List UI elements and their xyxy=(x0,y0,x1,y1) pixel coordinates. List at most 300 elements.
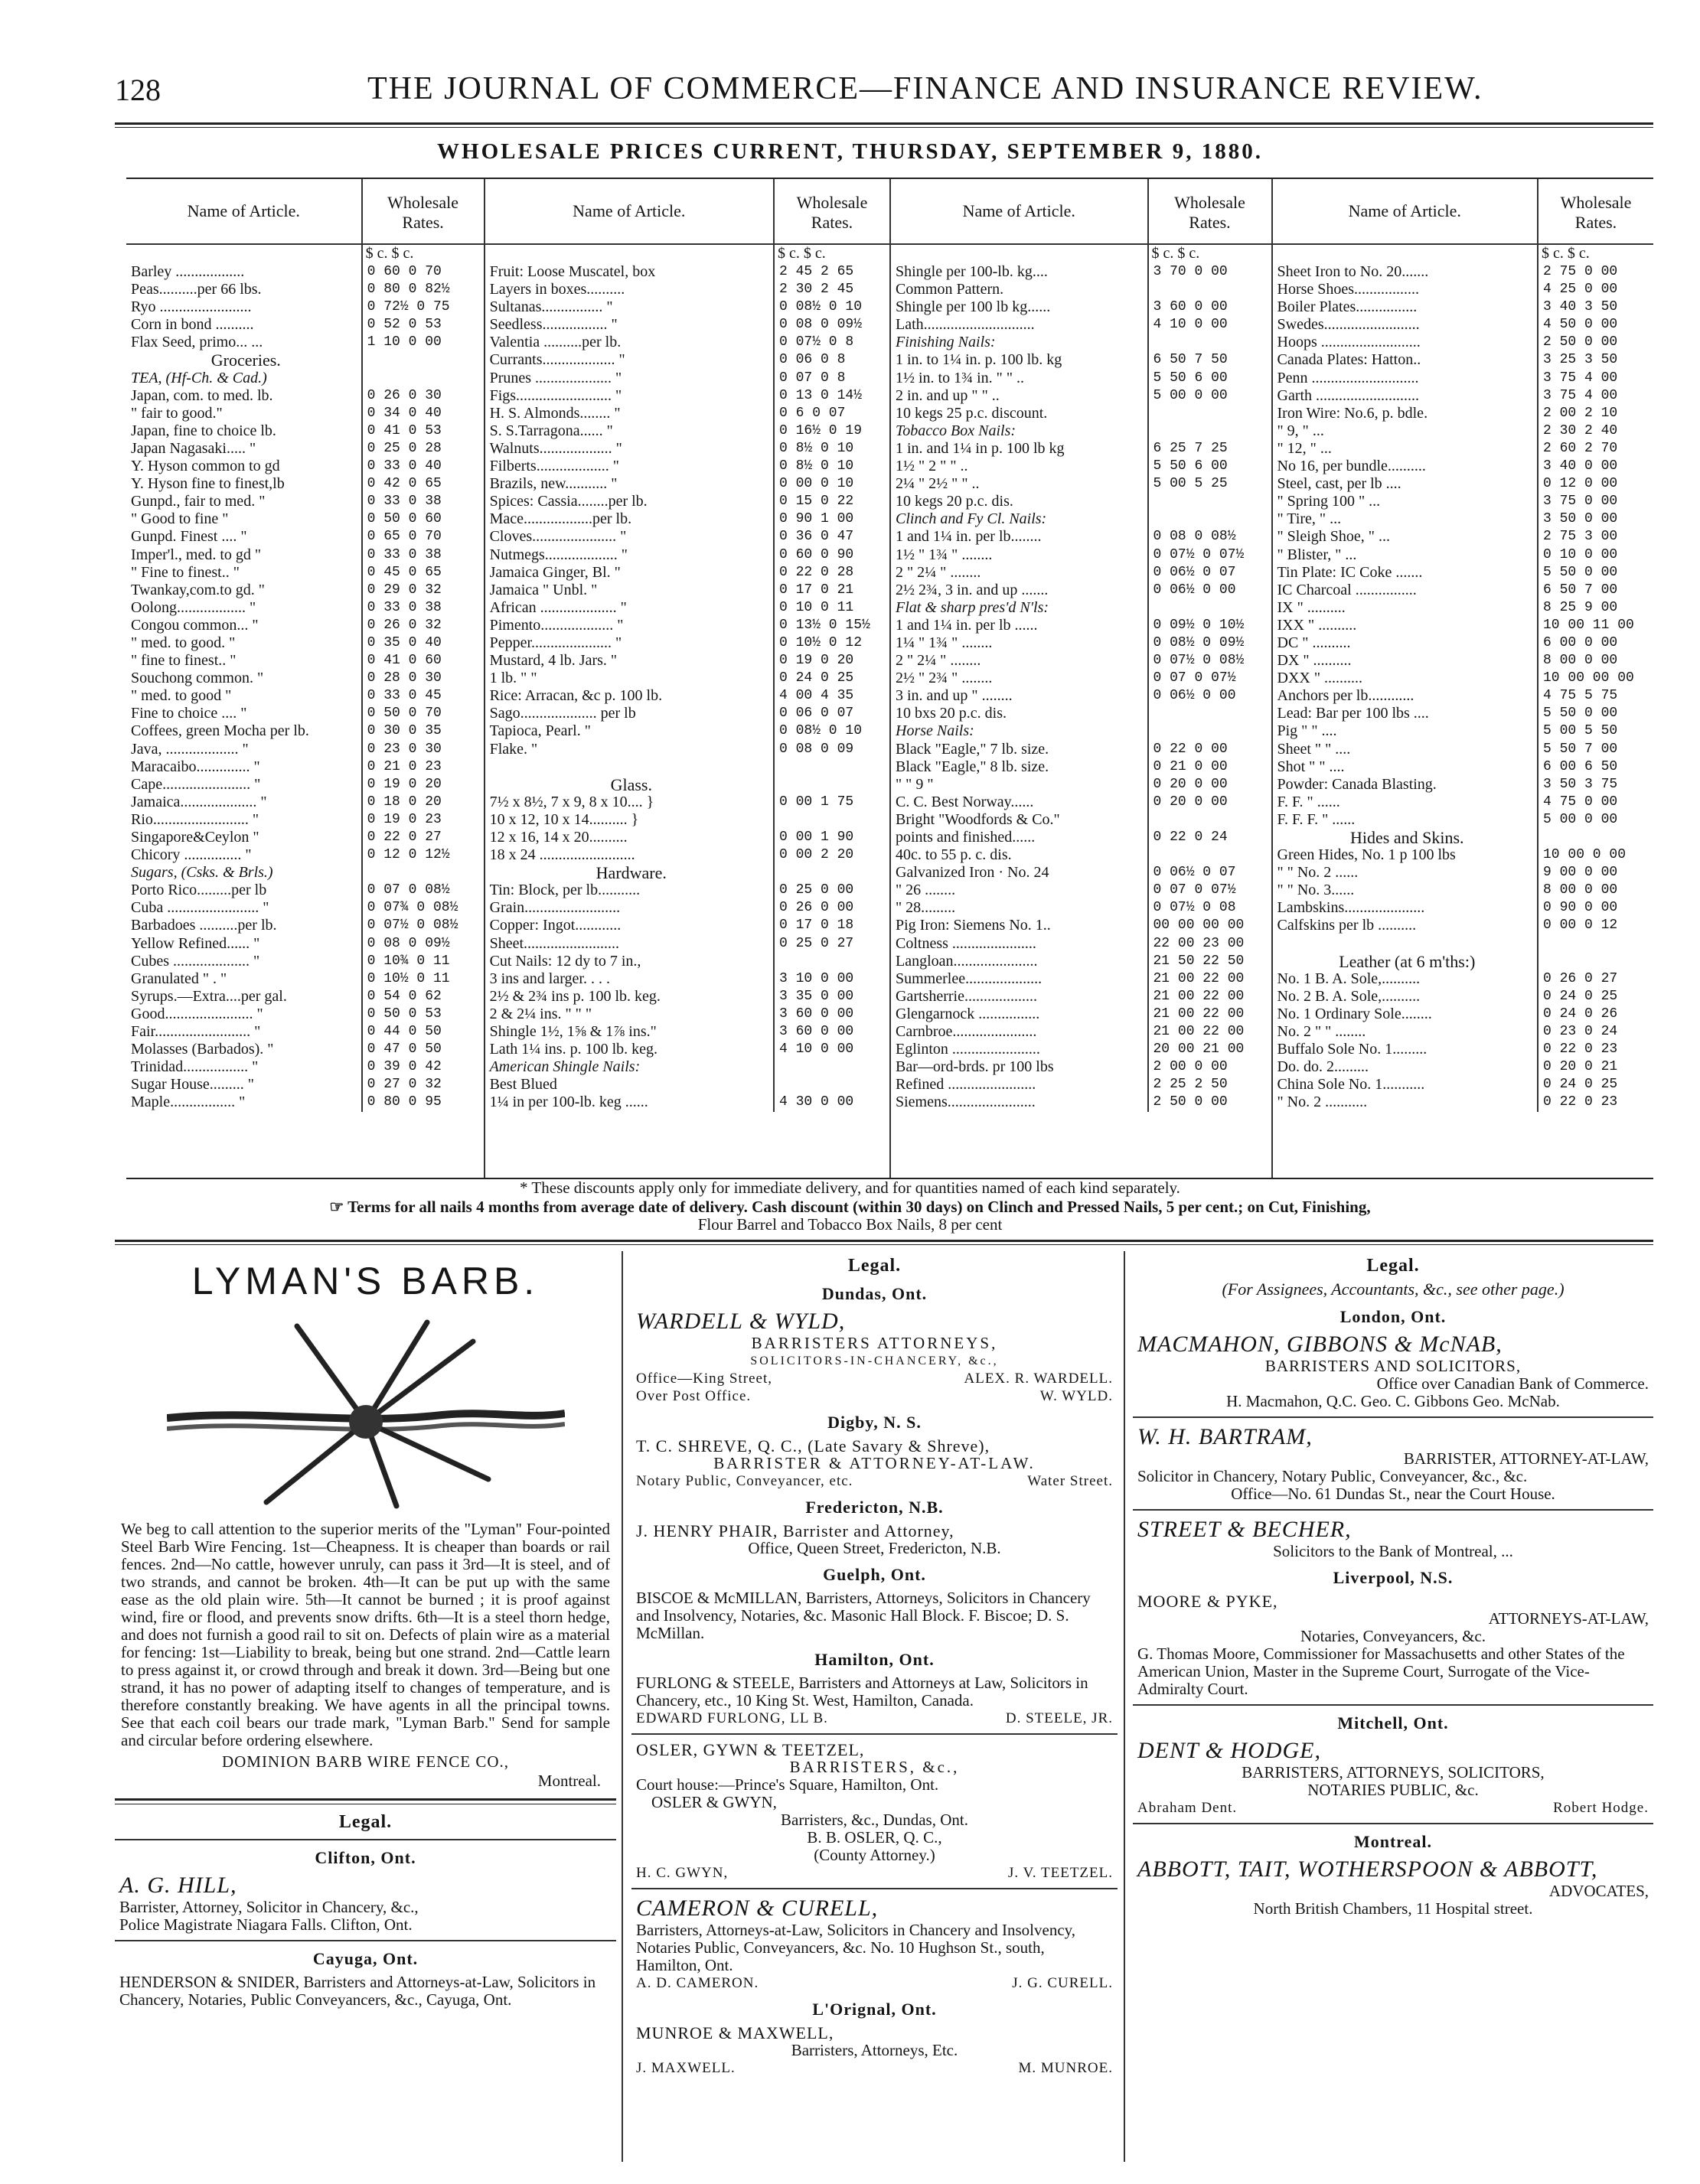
bartram-sub: BARRISTER, ATTORNEY-AT-LAW, xyxy=(1403,1449,1649,1468)
wholesale-rate: 4 00 4 35 xyxy=(773,687,889,705)
barb-wire-illustration xyxy=(167,1311,565,1510)
price-row xyxy=(891,917,1271,934)
left-column xyxy=(115,1178,616,2135)
article-name: Fair......................... " xyxy=(131,1023,261,1041)
wholesale-rate: 4 50 0 00 xyxy=(1537,316,1653,334)
price-row xyxy=(1273,387,1654,405)
wholesale-rate: 0 08 0 08½ xyxy=(1147,528,1271,546)
article-name: " fine to finest.. " xyxy=(131,652,237,670)
firm-dent: DENT & HODGE, xyxy=(1137,1738,1321,1763)
article-name: 40c. to 55 p. c. dis. xyxy=(896,846,1012,864)
price-row xyxy=(485,970,889,988)
article-name: Siemens....................... xyxy=(896,1094,1036,1111)
price-row xyxy=(485,722,889,740)
price-row xyxy=(485,882,889,899)
price-row xyxy=(485,1058,889,1076)
price-row xyxy=(485,370,889,387)
article-name: Prunes .................... " xyxy=(489,369,622,386)
article-name: Spices: Cassia........per lb. xyxy=(489,493,648,510)
legal-heading-right: Legal. xyxy=(1366,1256,1420,1276)
price-row xyxy=(1273,422,1654,440)
wholesale-rate xyxy=(1537,829,1653,846)
article-name: Peas..........per 66 lbs. xyxy=(131,281,262,298)
article-name: Fruit: Loose Muscatel, box xyxy=(489,263,656,280)
article-name: " 26 ........ xyxy=(896,882,956,899)
wholesale-rate xyxy=(1147,811,1271,829)
article-name: Swedes......................... xyxy=(1277,316,1420,334)
divider xyxy=(1133,1823,1653,1824)
firm-osler: OSLER, GYWN & TEETZEL, xyxy=(636,1740,865,1759)
wholesale-rate: 0 65 0 70 xyxy=(361,528,484,546)
price-row xyxy=(891,846,1271,864)
article-name: Granulated " . " xyxy=(131,970,227,987)
dent-sub: BARRISTERS, ATTORNEYS, SOLICITORS, xyxy=(1242,1763,1545,1781)
wholesale-rate xyxy=(773,811,889,829)
price-row xyxy=(1273,351,1654,369)
price-row xyxy=(126,405,484,422)
article-name: Barley .................. xyxy=(131,263,245,280)
article-name: S. S.Tarragona...... " xyxy=(489,422,613,439)
price-row xyxy=(126,829,484,846)
wholesale-rate: 0 54 0 62 xyxy=(361,988,484,1006)
article-name: " Fine to finest.. " xyxy=(131,563,240,581)
price-row xyxy=(126,1058,484,1076)
divider xyxy=(631,1733,1118,1735)
price-row xyxy=(485,334,889,351)
currency-subheader: $ c. $ c. xyxy=(1147,245,1271,263)
price-row xyxy=(485,1094,889,1111)
wardell-l1: Office—King Street, xyxy=(636,1371,772,1387)
article-name: Leather (at 6 m'ths:) xyxy=(1339,952,1476,970)
article-name: Shot " " .... xyxy=(1277,758,1345,775)
wholesale-rate xyxy=(1147,846,1271,864)
price-row xyxy=(1273,528,1654,546)
price-row xyxy=(126,387,484,405)
wholesale-rate: 0 06 0 8 xyxy=(773,351,889,369)
wholesale-rate: 0 10½ 0 11 xyxy=(361,970,484,988)
wholesale-rate: 21 00 22 00 xyxy=(1147,970,1271,988)
article-name: Refined ....................... xyxy=(896,1076,1036,1094)
article-name: African .................... " xyxy=(489,598,627,616)
price-row xyxy=(891,811,1271,829)
price-row xyxy=(126,1041,484,1058)
price-row xyxy=(891,298,1271,316)
article-name: Yellow Refined...... " xyxy=(131,934,260,952)
article-name: Shingle per 100-lb. kg.... xyxy=(896,263,1048,280)
article-name: Sheet Iron to No. 20....... xyxy=(1277,263,1429,280)
firm-abbott: ABBOTT, TAIT, WOTHERSPOON & ABBOTT, xyxy=(1137,1856,1598,1882)
furlong-r1: D. STEELE, JR. xyxy=(1005,1710,1113,1726)
wholesale-rate xyxy=(1537,935,1653,953)
rates-label: Rates. xyxy=(1574,213,1617,232)
article-name: 2 " 2¼ " ........ xyxy=(896,652,981,670)
price-row xyxy=(485,741,889,758)
wholesale-rate: 2 30 2 40 xyxy=(1537,422,1653,440)
price-row xyxy=(126,510,484,528)
wholesale-rate: 0 12 0 00 xyxy=(1537,475,1653,493)
wholesale-rate: 6 00 6 50 xyxy=(1537,758,1653,776)
wholesale-rate xyxy=(1147,493,1271,510)
price-row xyxy=(126,741,484,758)
osler-l1: Court house:—Prince's Square, Hamilton, Ont. xyxy=(636,1775,939,1794)
wholesale-rate: 0 23 0 30 xyxy=(361,741,484,758)
article-name: Y. Hyson fine to finest,lb xyxy=(131,475,285,493)
article-name: " " 9 " xyxy=(896,775,934,793)
wholesale-rate xyxy=(1147,510,1271,528)
article-name: 1½ " 2 " " .. xyxy=(896,458,968,475)
price-row xyxy=(891,829,1271,846)
price-row xyxy=(1273,582,1654,599)
price-row xyxy=(126,687,484,705)
price-row xyxy=(485,1041,889,1058)
wholesale-rate xyxy=(1147,281,1271,298)
wholesale-rate: 0 13½ 0 15½ xyxy=(773,617,889,634)
town-digby: Digby, N. S. xyxy=(827,1413,922,1432)
macmahon-sub: BARRISTERS AND SOLICITORS, xyxy=(1264,1357,1522,1375)
wholesale-rate: 0 39 0 42 xyxy=(361,1058,484,1076)
wholesale-label: Wholesale xyxy=(1560,193,1632,212)
article-name: Steel, cast, per lb .... xyxy=(1277,475,1401,493)
town-liverpool: Liverpool, N.S. xyxy=(1333,1568,1454,1587)
article-name: 10 bxs 20 p.c. dis. xyxy=(896,705,1007,722)
article-name: Clinch and Fy Cl. Nails: xyxy=(896,510,1047,528)
article-name: Sultanas................ " xyxy=(489,298,613,316)
price-row xyxy=(126,811,484,829)
article-name: Carnbroe...................... xyxy=(896,1023,1037,1041)
currency-subheader: $ c. $ c. xyxy=(1537,245,1653,263)
price-row xyxy=(891,970,1271,988)
article-name: Flat & sharp pres'd N'ls: xyxy=(896,598,1049,616)
wholesale-rate: 0 60 0 90 xyxy=(773,546,889,564)
price-row xyxy=(1273,334,1654,351)
article-name: Good....................... " xyxy=(131,1005,263,1022)
article-name: Oolong.................. " xyxy=(131,598,256,616)
article-name: Seedless................. " xyxy=(489,316,618,334)
article-name: Valentia ..........per lb. xyxy=(489,334,622,351)
moore-sub: ATTORNEYS-AT-LAW, xyxy=(1488,1609,1649,1628)
wholesale-rate: 0 22 0 24 xyxy=(1147,829,1271,846)
article-name: Cubes .................... " xyxy=(131,952,260,970)
running-head xyxy=(115,67,1607,113)
wholesale-rate: 0 20 0 21 xyxy=(1537,1058,1653,1076)
price-row xyxy=(891,351,1271,369)
wholesale-rate: 0 08 0 09½ xyxy=(773,316,889,334)
price-row xyxy=(891,1006,1271,1023)
town-guelph: Guelph, Ont. xyxy=(823,1565,926,1584)
article-name: Walnuts................... " xyxy=(489,439,622,457)
price-row xyxy=(126,935,484,953)
article-name: Jamaica " Unbl. " xyxy=(489,581,598,598)
article-name: 2½ " 2¾ " ........ xyxy=(896,670,993,687)
furlong-l1: EDWARD FURLONG, LL B. xyxy=(636,1710,828,1726)
article-name: Cape....................... " xyxy=(131,775,261,793)
price-row xyxy=(1273,1006,1654,1023)
price-row xyxy=(485,705,889,722)
name-of-article-header: Name of Article. xyxy=(962,201,1075,220)
price-row xyxy=(126,634,484,652)
article-name: 1 lb. " " xyxy=(489,670,537,687)
article-name: " " No. 2 ...... xyxy=(1277,864,1359,882)
wholesale-rate: 0 25 0 00 xyxy=(773,882,889,899)
price-row xyxy=(126,917,484,934)
wholesale-rate: 0 18 0 20 xyxy=(361,794,484,811)
cameron-text: Barristers, Attorneys-at-Law, Solicitors in Chancery and Insolvency, Notaries Public, Conveyancers, &c. No. 10 Hughson St., south, Hamilton, Ont. xyxy=(636,1921,1076,1974)
article-name: Gunpd. Finest .... " xyxy=(131,528,247,546)
shreve-r1: Water Street. xyxy=(1027,1473,1113,1489)
article-name xyxy=(485,758,773,776)
firm-hill: A. G. HILL, xyxy=(119,1873,237,1898)
wholesale-rate: 0 17 0 21 xyxy=(773,582,889,599)
wardell-sub2: SOLICITORS-IN-CHANCERY, &c., xyxy=(750,1354,999,1367)
wholesale-rate: 6 00 0 00 xyxy=(1537,634,1653,652)
wholesale-rate: 0 80 0 82½ xyxy=(361,281,484,298)
card-henderson xyxy=(119,1974,612,2009)
price-row xyxy=(891,281,1271,298)
price-row xyxy=(485,475,889,493)
article-name: Fine to choice .... " xyxy=(131,705,247,722)
wholesale-rate: 0 10¾ 0 11 xyxy=(361,953,484,970)
article-name: Iron Wire: No.6, p. bdle. xyxy=(1277,404,1428,422)
price-row xyxy=(1273,281,1654,298)
wholesale-rate: 5 50 0 00 xyxy=(1537,564,1653,582)
article-name: Chicory ............... " xyxy=(131,846,252,864)
wholesale-rate xyxy=(1147,422,1271,440)
price-row xyxy=(126,263,484,281)
price-row xyxy=(891,458,1271,475)
wholesale-rate: 4 30 0 00 xyxy=(773,1094,889,1111)
wholesale-rate xyxy=(1147,722,1271,740)
wholesale-rate: 0 22 0 00 xyxy=(1147,741,1271,758)
price-row xyxy=(126,776,484,794)
article-name: Currants................... " xyxy=(489,351,625,369)
wholesale-rate: 00 00 00 00 xyxy=(1147,917,1271,934)
wholesale-rate: 3 60 0 00 xyxy=(1147,298,1271,316)
price-row xyxy=(485,351,889,369)
price-row xyxy=(891,634,1271,652)
price-row xyxy=(485,634,889,652)
article-name: Sugar House......... " xyxy=(131,1076,254,1094)
shreve-sub: BARRISTER & ATTORNEY-AT-LAW. xyxy=(713,1454,1036,1472)
article-name: 1 and 1¼ in. per lb ...... xyxy=(896,616,1038,634)
article-name: Jamaica.................... " xyxy=(131,793,267,810)
article-name: 2½ & 2¾ ins p. 100 lb. keg. xyxy=(489,987,661,1005)
wholesale-rate: 0 00 0 12 xyxy=(1537,917,1653,934)
wholesale-label: Wholesale xyxy=(1174,193,1245,212)
wholesale-rate: 0 08½ 0 10 xyxy=(773,298,889,316)
header-rule xyxy=(115,122,1653,125)
article-name: Sago.................... per lb xyxy=(489,705,636,722)
price-row xyxy=(126,599,484,617)
price-row xyxy=(891,670,1271,687)
pointing-hand-icon: ☞ xyxy=(329,1198,344,1216)
price-column xyxy=(891,179,1273,1178)
article-name: Sugars, (Csks. & Brls.) xyxy=(131,864,273,882)
article-name: points and finished...... xyxy=(896,829,1036,846)
price-row xyxy=(891,758,1271,776)
osler-l4: B. B. OSLER, Q. C., xyxy=(807,1828,942,1847)
wholesale-rate: 0 26 0 27 xyxy=(1537,970,1653,988)
article-name: Syrups.—Extra....per gal. xyxy=(131,987,287,1005)
article-name: Langloan...................... xyxy=(896,952,1038,970)
article-name: Gartsherrie................... xyxy=(896,987,1037,1005)
article-name: Lath............................. xyxy=(896,316,1035,334)
price-row xyxy=(891,1023,1271,1041)
price-row xyxy=(891,776,1271,794)
article-name: 18 x 24 ......................... xyxy=(489,846,635,864)
wholesale-rate: 0 33 0 38 xyxy=(361,599,484,617)
wholesale-rate: 10 00 00 00 xyxy=(1537,670,1653,687)
macmahon-l1: Office over Canadian Bank of Commerce. xyxy=(1376,1374,1649,1393)
wholesale-rate: 0 50 0 70 xyxy=(361,705,484,722)
price-row xyxy=(1273,670,1654,687)
wholesale-rate: 2 00 0 00 xyxy=(1147,1058,1271,1076)
wholesale-rate: 3 75 4 00 xyxy=(1537,387,1653,405)
name-of-article-header: Name of Article. xyxy=(1348,201,1461,220)
wholesale-rate: 0 06½ 0 00 xyxy=(1147,582,1271,599)
moore-l1: Notaries, Conveyancers, &c. xyxy=(1300,1627,1486,1645)
wholesale-rate: 8 25 9 00 xyxy=(1537,599,1653,617)
article-name: Hides and Skins. xyxy=(1350,829,1464,847)
right-column xyxy=(1133,1178,1653,2135)
wholesale-rate: 10 00 11 00 xyxy=(1537,617,1653,634)
price-section-heading xyxy=(1273,829,1654,846)
wholesale-rate: 21 00 22 00 xyxy=(1147,1023,1271,1041)
article-name: Lead: Bar per 100 lbs .... xyxy=(1277,705,1429,722)
card-moore xyxy=(1137,1592,1649,1698)
price-row xyxy=(891,953,1271,970)
card-shreve xyxy=(636,1437,1113,1490)
wholesale-rate xyxy=(773,758,889,776)
article-name: " Tire, " ... xyxy=(1277,510,1342,528)
article-name: Pig Iron: Siemens No. 1.. xyxy=(896,917,1051,934)
article-name: Layers in boxes.......... xyxy=(489,281,625,298)
wholesale-rate: 2 45 2 65 xyxy=(773,263,889,281)
wholesale-rate xyxy=(1147,405,1271,422)
price-row xyxy=(1273,882,1654,899)
wholesale-rate: 3 60 0 00 xyxy=(773,1006,889,1023)
article-name: Canada Plates: Hatton.. xyxy=(1277,351,1421,369)
price-row xyxy=(1273,705,1654,722)
price-row xyxy=(126,953,484,970)
article-name: " No. 2 ........... xyxy=(1277,1094,1368,1111)
price-row xyxy=(1273,1023,1654,1041)
article-name: No 16, per bundle.......... xyxy=(1277,458,1426,475)
article-name: Pig " " .... xyxy=(1277,722,1337,740)
price-row xyxy=(1273,440,1654,458)
price-row xyxy=(1273,370,1654,387)
wholesale-rate: 3 50 3 75 xyxy=(1537,776,1653,794)
abbott-sub: ADVOCATES, xyxy=(1548,1882,1649,1900)
article-name: Green Hides, No. 1 p 100 lbs xyxy=(1277,846,1456,864)
price-row xyxy=(126,899,484,917)
wholesale-rate xyxy=(361,370,484,387)
price-row xyxy=(126,1094,484,1111)
article-name: 2 in. and up " " .. xyxy=(896,386,1000,404)
wholesale-rate: 0 24 0 25 xyxy=(773,670,889,687)
price-row xyxy=(126,970,484,988)
wholesale-rate: 4 25 0 00 xyxy=(1537,281,1653,298)
wholesale-rate xyxy=(773,776,889,794)
price-row xyxy=(485,582,889,599)
card-dent xyxy=(1137,1738,1649,1817)
wholesale-rate: 2 50 0 00 xyxy=(1147,1094,1271,1111)
price-row xyxy=(891,564,1271,582)
wholesale-rate: 0 00 1 90 xyxy=(773,829,889,846)
wardell-l2: Over Post Office. xyxy=(636,1388,752,1404)
price-row xyxy=(891,370,1271,387)
card-furlong xyxy=(636,1674,1113,1727)
wholesale-rate: 0 08½ 0 09½ xyxy=(1147,634,1271,652)
phair-sub: Office, Queen Street, Fredericton, N.B. xyxy=(748,1539,1001,1557)
card-osler xyxy=(636,1741,1113,1882)
price-row xyxy=(1273,758,1654,776)
article-name: American Shingle Nails: xyxy=(489,1058,641,1076)
article-name: Pimento................... " xyxy=(489,616,624,634)
wholesale-rate: 0 19 0 23 xyxy=(361,811,484,829)
price-row xyxy=(1273,776,1654,794)
wholesale-rate: 0 24 0 26 xyxy=(1537,1006,1653,1023)
legal-note: (For Assignees, Accountants, &c., see other page.) xyxy=(1222,1279,1565,1299)
osler-l5: (County Attorney.) xyxy=(814,1846,935,1864)
street-sub: Solicitors to the Bank of Montreal, ... xyxy=(1273,1542,1513,1560)
middle-column xyxy=(631,1178,1118,2135)
price-column xyxy=(1273,179,1654,1178)
wholesale-rate: 0 8½ 0 10 xyxy=(773,440,889,458)
article-name: Sheet " " .... xyxy=(1277,740,1351,758)
card-biscoe xyxy=(636,1589,1113,1642)
price-row xyxy=(891,475,1271,493)
wholesale-rate: 0 33 0 40 xyxy=(361,458,484,475)
wholesale-rate: 0 22 0 27 xyxy=(361,829,484,846)
price-row xyxy=(1273,935,1654,953)
rates-label: Rates. xyxy=(402,213,444,232)
article-name: Porto Rico.........per lb xyxy=(131,882,267,899)
price-row xyxy=(891,1094,1271,1111)
article-name: 1¼ " 1¾ " ........ xyxy=(896,634,993,651)
price-row xyxy=(485,811,889,829)
price-row xyxy=(891,899,1271,917)
article-name: Java, ................... " xyxy=(131,740,249,758)
price-row xyxy=(1273,458,1654,475)
article-name: " 9, " ... xyxy=(1277,422,1324,439)
divider xyxy=(631,1888,1118,1889)
firm-munroe: MUNROE & MAXWELL, xyxy=(636,2023,834,2042)
article-name: Japan, fine to choice lb. xyxy=(131,422,276,439)
price-section-heading xyxy=(485,864,889,882)
article-name: Garth ........................... xyxy=(1277,386,1420,404)
footnote-terms: ☞ Terms for all nails 4 months from average date of delivery. Cash discount (within 30 days) on Clinch and Pressed Nails, 5 per cent.; on Cut, Finishing, xyxy=(329,1198,1371,1216)
article-name: IC Charcoal ................ xyxy=(1277,581,1417,598)
town-london: London, Ont. xyxy=(1339,1307,1447,1326)
price-row xyxy=(485,899,889,917)
price-row xyxy=(485,1023,889,1041)
article-name xyxy=(1273,935,1538,953)
price-row xyxy=(126,1076,484,1094)
price-row xyxy=(1273,899,1654,917)
price-row xyxy=(485,829,889,846)
wholesale-rate: 3 40 0 00 xyxy=(1537,458,1653,475)
wholesale-rate: 0 52 0 53 xyxy=(361,316,484,334)
town-lorignal: L'Orignal, Ont. xyxy=(812,2000,937,2019)
henderson-text: HENDERSON & SNIDER, Barristers and Attorneys-at-Law, Solicitors in Chancery, Notaries, Public Conveyancers, &c., Cayuga, Ont. xyxy=(119,1973,596,2009)
price-column-header xyxy=(126,179,484,245)
price-row xyxy=(891,988,1271,1006)
price-row xyxy=(1273,687,1654,705)
bartram-l1: Solicitor in Chancery, Notary Public, Conveyancer, &c., &c. xyxy=(1137,1467,1528,1485)
footnote-discounts: * These discounts apply only for immediate delivery, and for quantities named of each kind separately. xyxy=(520,1178,1180,1197)
article-name: Souchong common. " xyxy=(131,670,264,687)
article-name: Powder: Canada Blasting. xyxy=(1277,775,1437,793)
